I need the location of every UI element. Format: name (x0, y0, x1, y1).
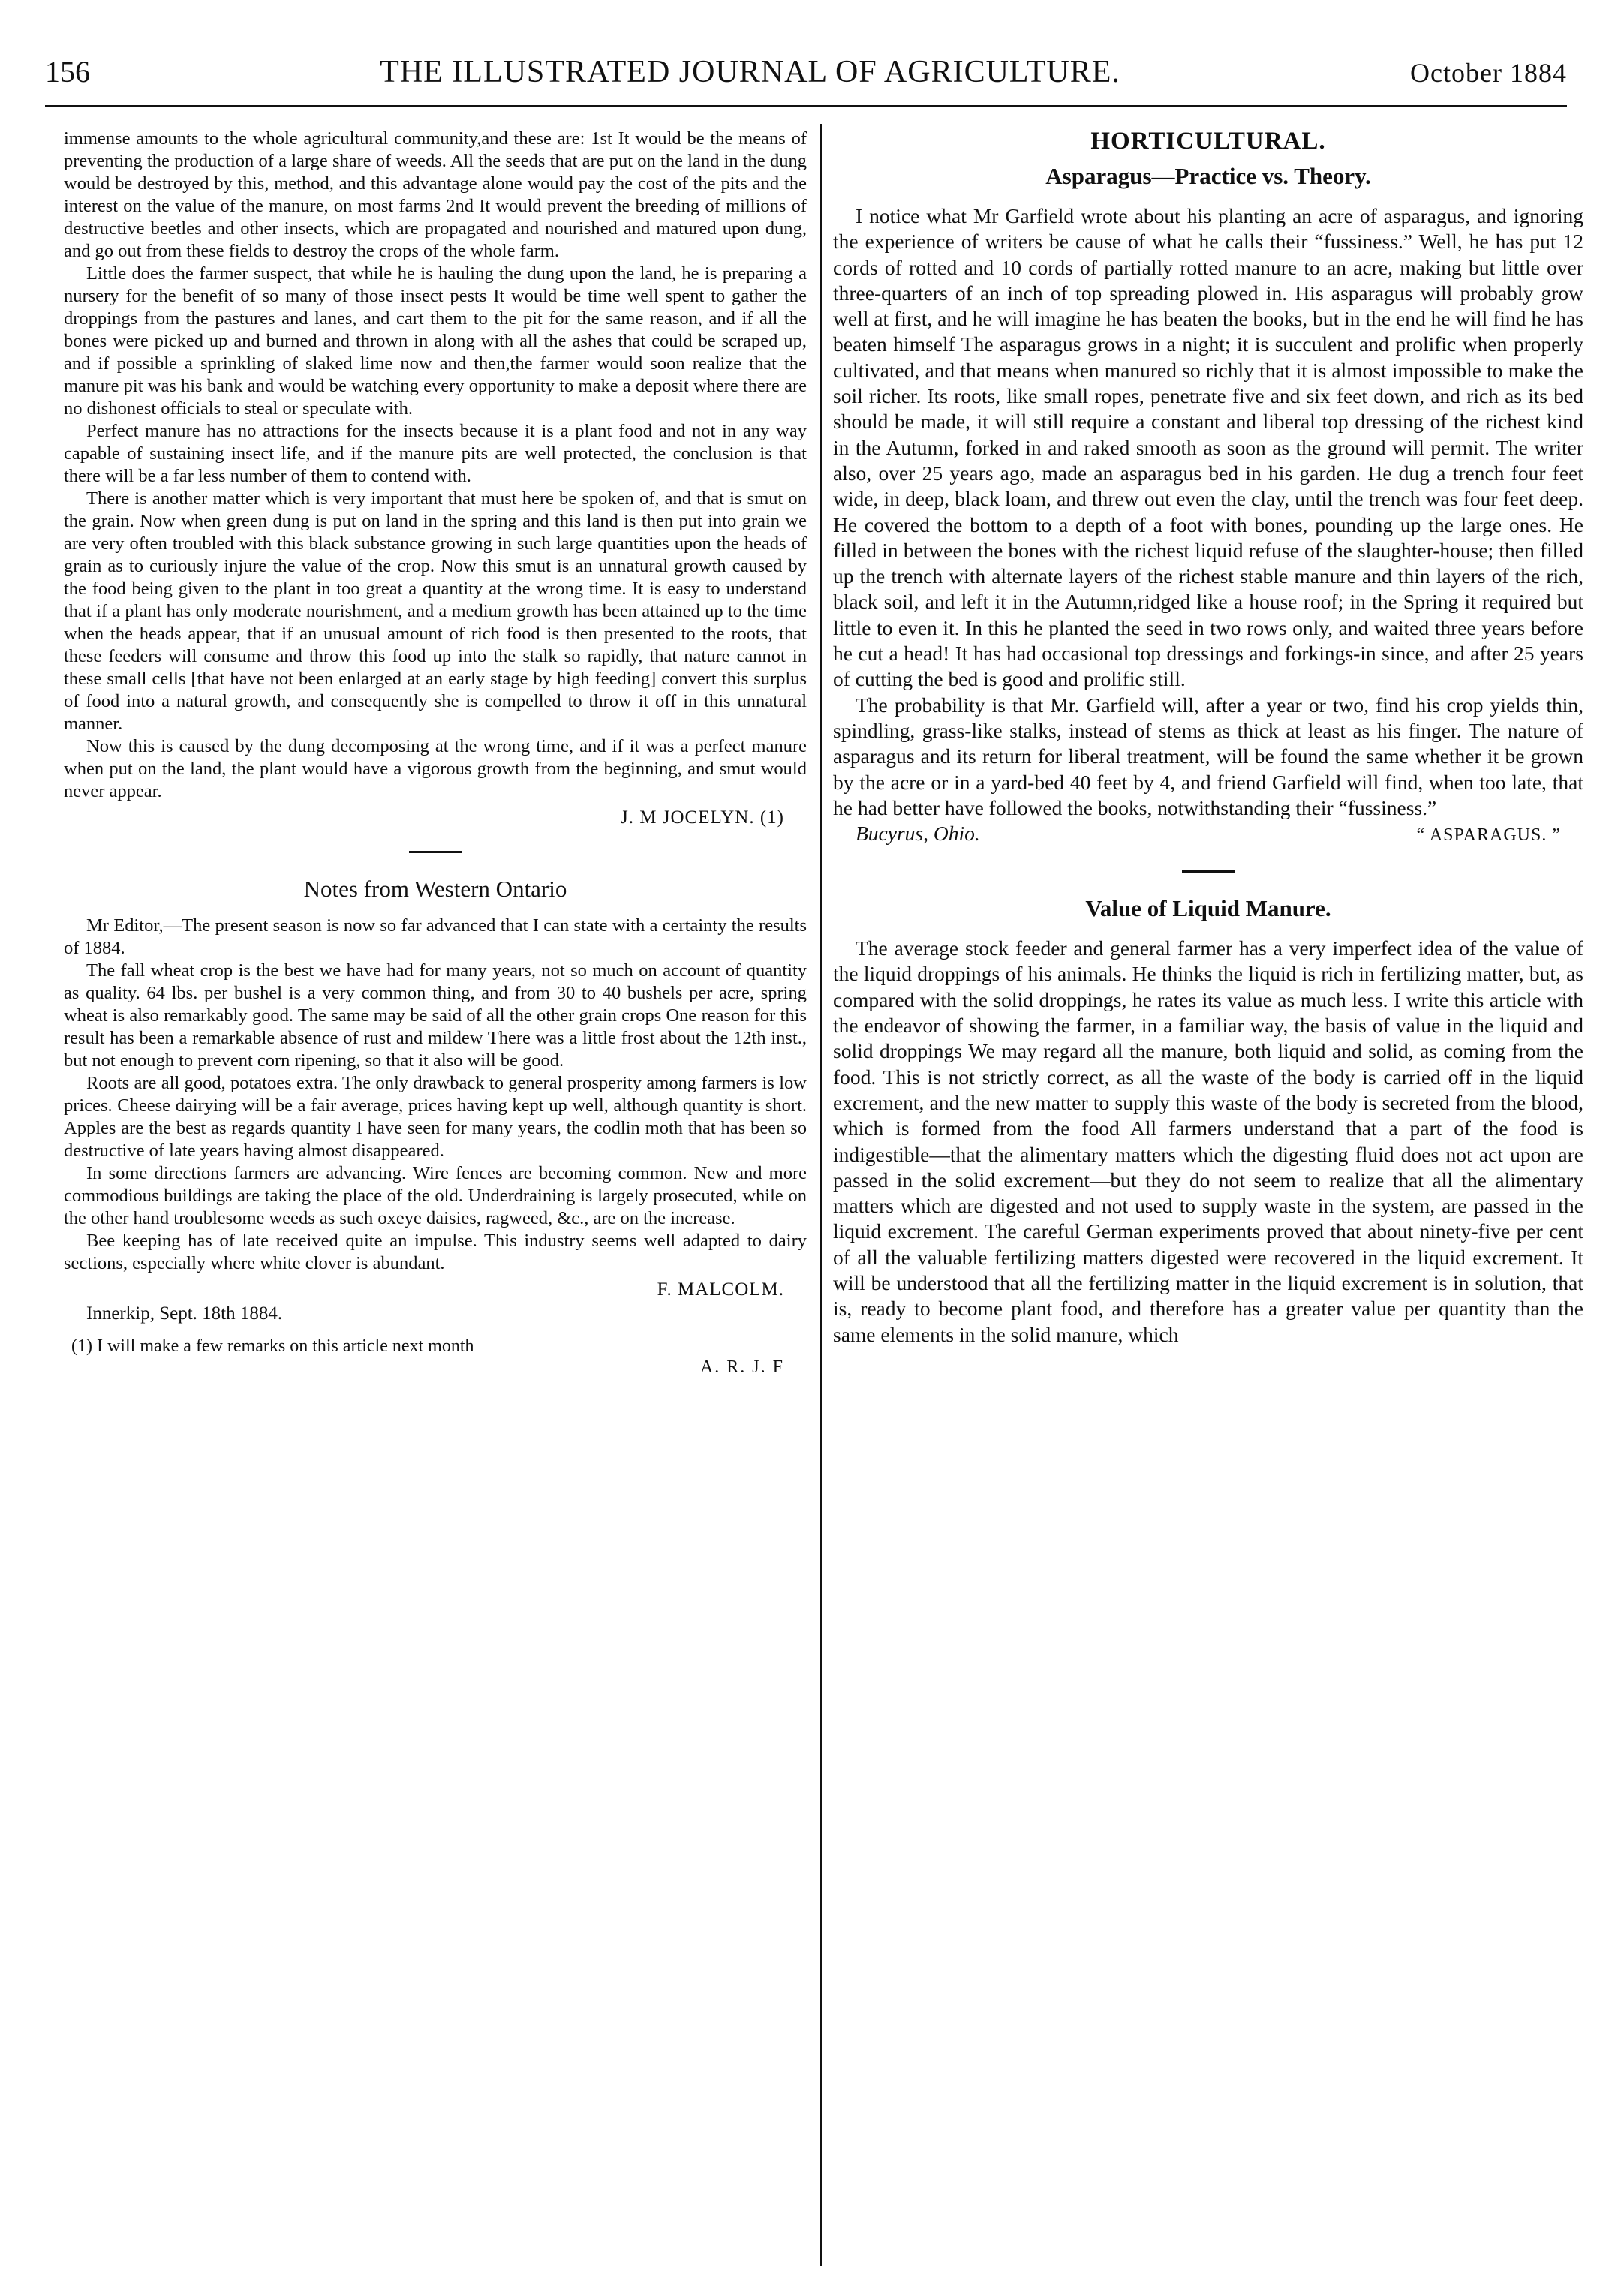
paragraph: I notice what Mr Garfield wrote about his planting an acre of asparagus, and ignoring the experience of writers be cause of what he calls their “fussiness.” Well, he has put 12 cords of rotted and 10 cords of partially rotted manure to an acre, making but little over three-quarters of an inch of top spreading plowed in. His asparagus will probably grow well at first, and he will imagine he has beaten the books, but in the end he will find he has beaten himself The asparagus grows in a night; it is succulent and prolific when properly cultivated, and that means when manured so richly that it is almost impossible to make the soil richer. Its roots, like small ropes, penetrate five and six feet down, and rich as its bed should be made, it will still require a constant and liberal top dressing of the richest kind in the Autumn, forked in and raked smooth as soon as the ground will permit. The writer also, over 25 years ago, made an asparagus bed in his garden. He dug a trench four feet wide, in deep, black loam, and threw out even the clay, until the trench was four feet deep. He covered the bottom to a depth of a foot with bones, pounding up the large ones. He filled in between the bones with the richest liquid refuse of the slaughter-house; then filled up the trench with alternate layers of the richest stable manure and thin layers of the rich, black soil, and left it in the Autumn,ridged like a house roof; in the Spring it required but little to even it. In this he planted the seed in two rows only, and waited three years before he cut a head! It has had occasional top dressings and forkings-in since, and after 25 years of cutting the bed is good and prolific still. (833, 204, 1583, 691)
paragraph: Perfect manure has no attractions for the insects because it is a plant food and not in any way capable of sustaining insect life, and if the manure pits are well protected, the conclusion is that there will be a far less number of them to contend with. (64, 421, 807, 486)
section-heading: HORTICULTURAL. (1090, 128, 1326, 155)
paragraph: immense amounts to the whole agricultural community,and these are: 1st It would be the means of preventing the production of a large share of weeds. All the seeds that are put on the land in the dung would be destroyed by this, method, and this advantage alone would pay the cost of the pits and the interest on the value of the manure, on most farms 2nd It would prevent the breeding of millions of destructive beetles and other insects, which are propagated and nourished and matured upon dung, and go out from these fields to destroy the crops of the whole farm. (64, 128, 807, 261)
page-header (45, 54, 1567, 99)
paragraph: The average stock feeder and general farmer has a very imperfect idea of the value of the liquid droppings of his animals. He thinks the liquid is rich in fertilizing matter, but, as compared with the solid droppings, he rates its value as much less. I write this article with the endeavor of showing the farmer, in a familiar way, the basis of value in the liquid and solid droppings We may regard all the manure, both liquid and solid, as coming from the food. This is not strictly correct, as all the waste of the body is carried off in the liquid excrement, and the new matter to supply this waste of the body is secreted from the blood, which is formed from the food All farmers understand that a part of the food is indigestible—that the alimentary matters which the digesting fluid does not act upon are passed in the solid excrement—but they do not seem to realize that all the alimentary matters which are digested and not used to supply waste in the system, are passed in the liquid excrement. The careful German experiments proved that about ninety-five per cent of all the valuable fertilizing matters digested were recovered in the liquid excrement. It will be understood that all the fertilizing matter in the liquid excrement is in solution, that is, ready to become plant food, and therefore has a greater value per quantity than the same elements in the solid manure, which (833, 936, 1583, 1346)
article-place: Bucyrus, Ohio. (856, 822, 980, 846)
column-divider (820, 124, 822, 2266)
paragraph: The fall wheat crop is the best we have had for many years, not so much on account of quantity as quality. 64 lbs. per bushel is a very common thing, and from 30 to 40 bushels per acre, spring wheat is also remarkably good. The same may be said of all the other grain crops One reason for this result has been a remarkable absence of rust and mildew There was a little frost about the 12th inst., but not enough to prevent corn ripening, so that it also will be good. (64, 960, 807, 1071)
paragraph: Roots are all good, potatoes extra. The only drawback to general prosperity among farmers is low prices. Cheese dairying will be a fair average, prices having kept up well, although quantity is short. Apples are the best as regards quantity I have seen for many years, the codlin moth that has been so destructive of late years having almost disappeared. (64, 1073, 807, 1161)
right-column (833, 128, 1583, 2266)
issue-date: October 1884 (1410, 58, 1567, 88)
paragraph: In some directions farmers are advancing. Wire fences are becoming common. New and more commodious buildings are taking the place of the old. Underdraining is largely prosecuted, while on the other hand troublesome weeds as such oxeye daisies, ragweed, &c., are on the increase. (64, 1163, 807, 1228)
section-rule (409, 851, 462, 853)
article-title: Asparagus—Practice vs. Theory. (1045, 163, 1371, 189)
paragraph: The probability is that Mr. Garfield will, after a year or two, find his crop yields thin, spindling, grass-like stalks, instead of stems as thick at least as his finger. The nature of asparagus and its return for liberal treatment, will be found the same whether it be grown by the acre or in a yard-bed 40 feet by 4, and friend Garfield will find, when too late, that he had better have followed the books, notwithstanding their “fussiness.” (833, 693, 1583, 819)
author-signature: F. MALCOLM. (657, 1279, 784, 1300)
footnote-signature: A. R. J. F (699, 1357, 784, 1377)
paragraph: Now this is caused by the dung decomposing at the wrong time, and if it was a perfect manure when put on the land, the plant would have a vigorous growth from the beginning, and smut would never appear. (64, 736, 807, 801)
article-footer (833, 821, 1583, 848)
author-signature: “ ASPARAGUS. ” (1416, 825, 1561, 846)
header-rule (45, 105, 1567, 107)
page-number: 156 (45, 55, 90, 89)
footnote: (1) I will make a few remarks on this article next month (71, 1336, 474, 1356)
paragraph: Mr Editor,—The present season is now so far advanced that I can state with a certainty the results of 1884. (64, 915, 807, 958)
article-title: Value of Liquid Manure. (1085, 895, 1331, 922)
author-signature: J. M JOCELYN. (1) (621, 807, 784, 828)
paragraph: Little does the farmer suspect, that while he is hauling the dung upon the land, he is preparing a nursery for the benefit of so many of those insect pests It would be time well spent to gather the droppings from the pastures and lanes, and cart them to the pit for the same reason, and if all the bones were picked up and burned and thrown in along with all the ashes that could be scraped up, and if possible a sprinkling of slaked lime now and then,the farmer would soon realize that the manure pit was his bank and would be watching every opportunity to make a deposit where there are no dishonest officials to steal or speculate with. (64, 263, 807, 419)
section-rule (1182, 870, 1235, 873)
left-column (64, 128, 807, 2266)
journal-title: THE ILLUSTRATED JOURNAL OF AGRICULTURE. (380, 55, 1120, 89)
paragraph: There is another matter which is very important that must here be spoken of, and that is smut on the grain. Now when green dung is put on land in the spring and this land is then put into grain we are very often troubled with this black substance growing in such large quantities upon the heads of grain as to curiously injure the value of the crop. Now this smut is an unnatural growth caused by the food being given to the plant in too great a quantity at the wrong time. It is easy to understand that if a plant has only moderate nourishment, and a medium growth has been attained up to the time when the heads appear, that if an unusual amount of rich food is then presented to the roots, that these feeders will consume and throw this food up into the stalk so rapidly, that nature cannot in these small cells [that have not been enlarged at an early stage by high feeding] convert this surplus of food into a natural growth, and consequently she is compelled to throw it off in this unnatural manner. (64, 488, 807, 734)
section-title: Notes from Western Ontario (303, 876, 567, 902)
paragraph: Bee keeping has of late received quite an impulse. This industry seems well adapted to dairy sections, especially where white clover is abundant. (64, 1231, 807, 1273)
dateline: Innerkip, Sept. 18th 1884. (86, 1303, 283, 1324)
